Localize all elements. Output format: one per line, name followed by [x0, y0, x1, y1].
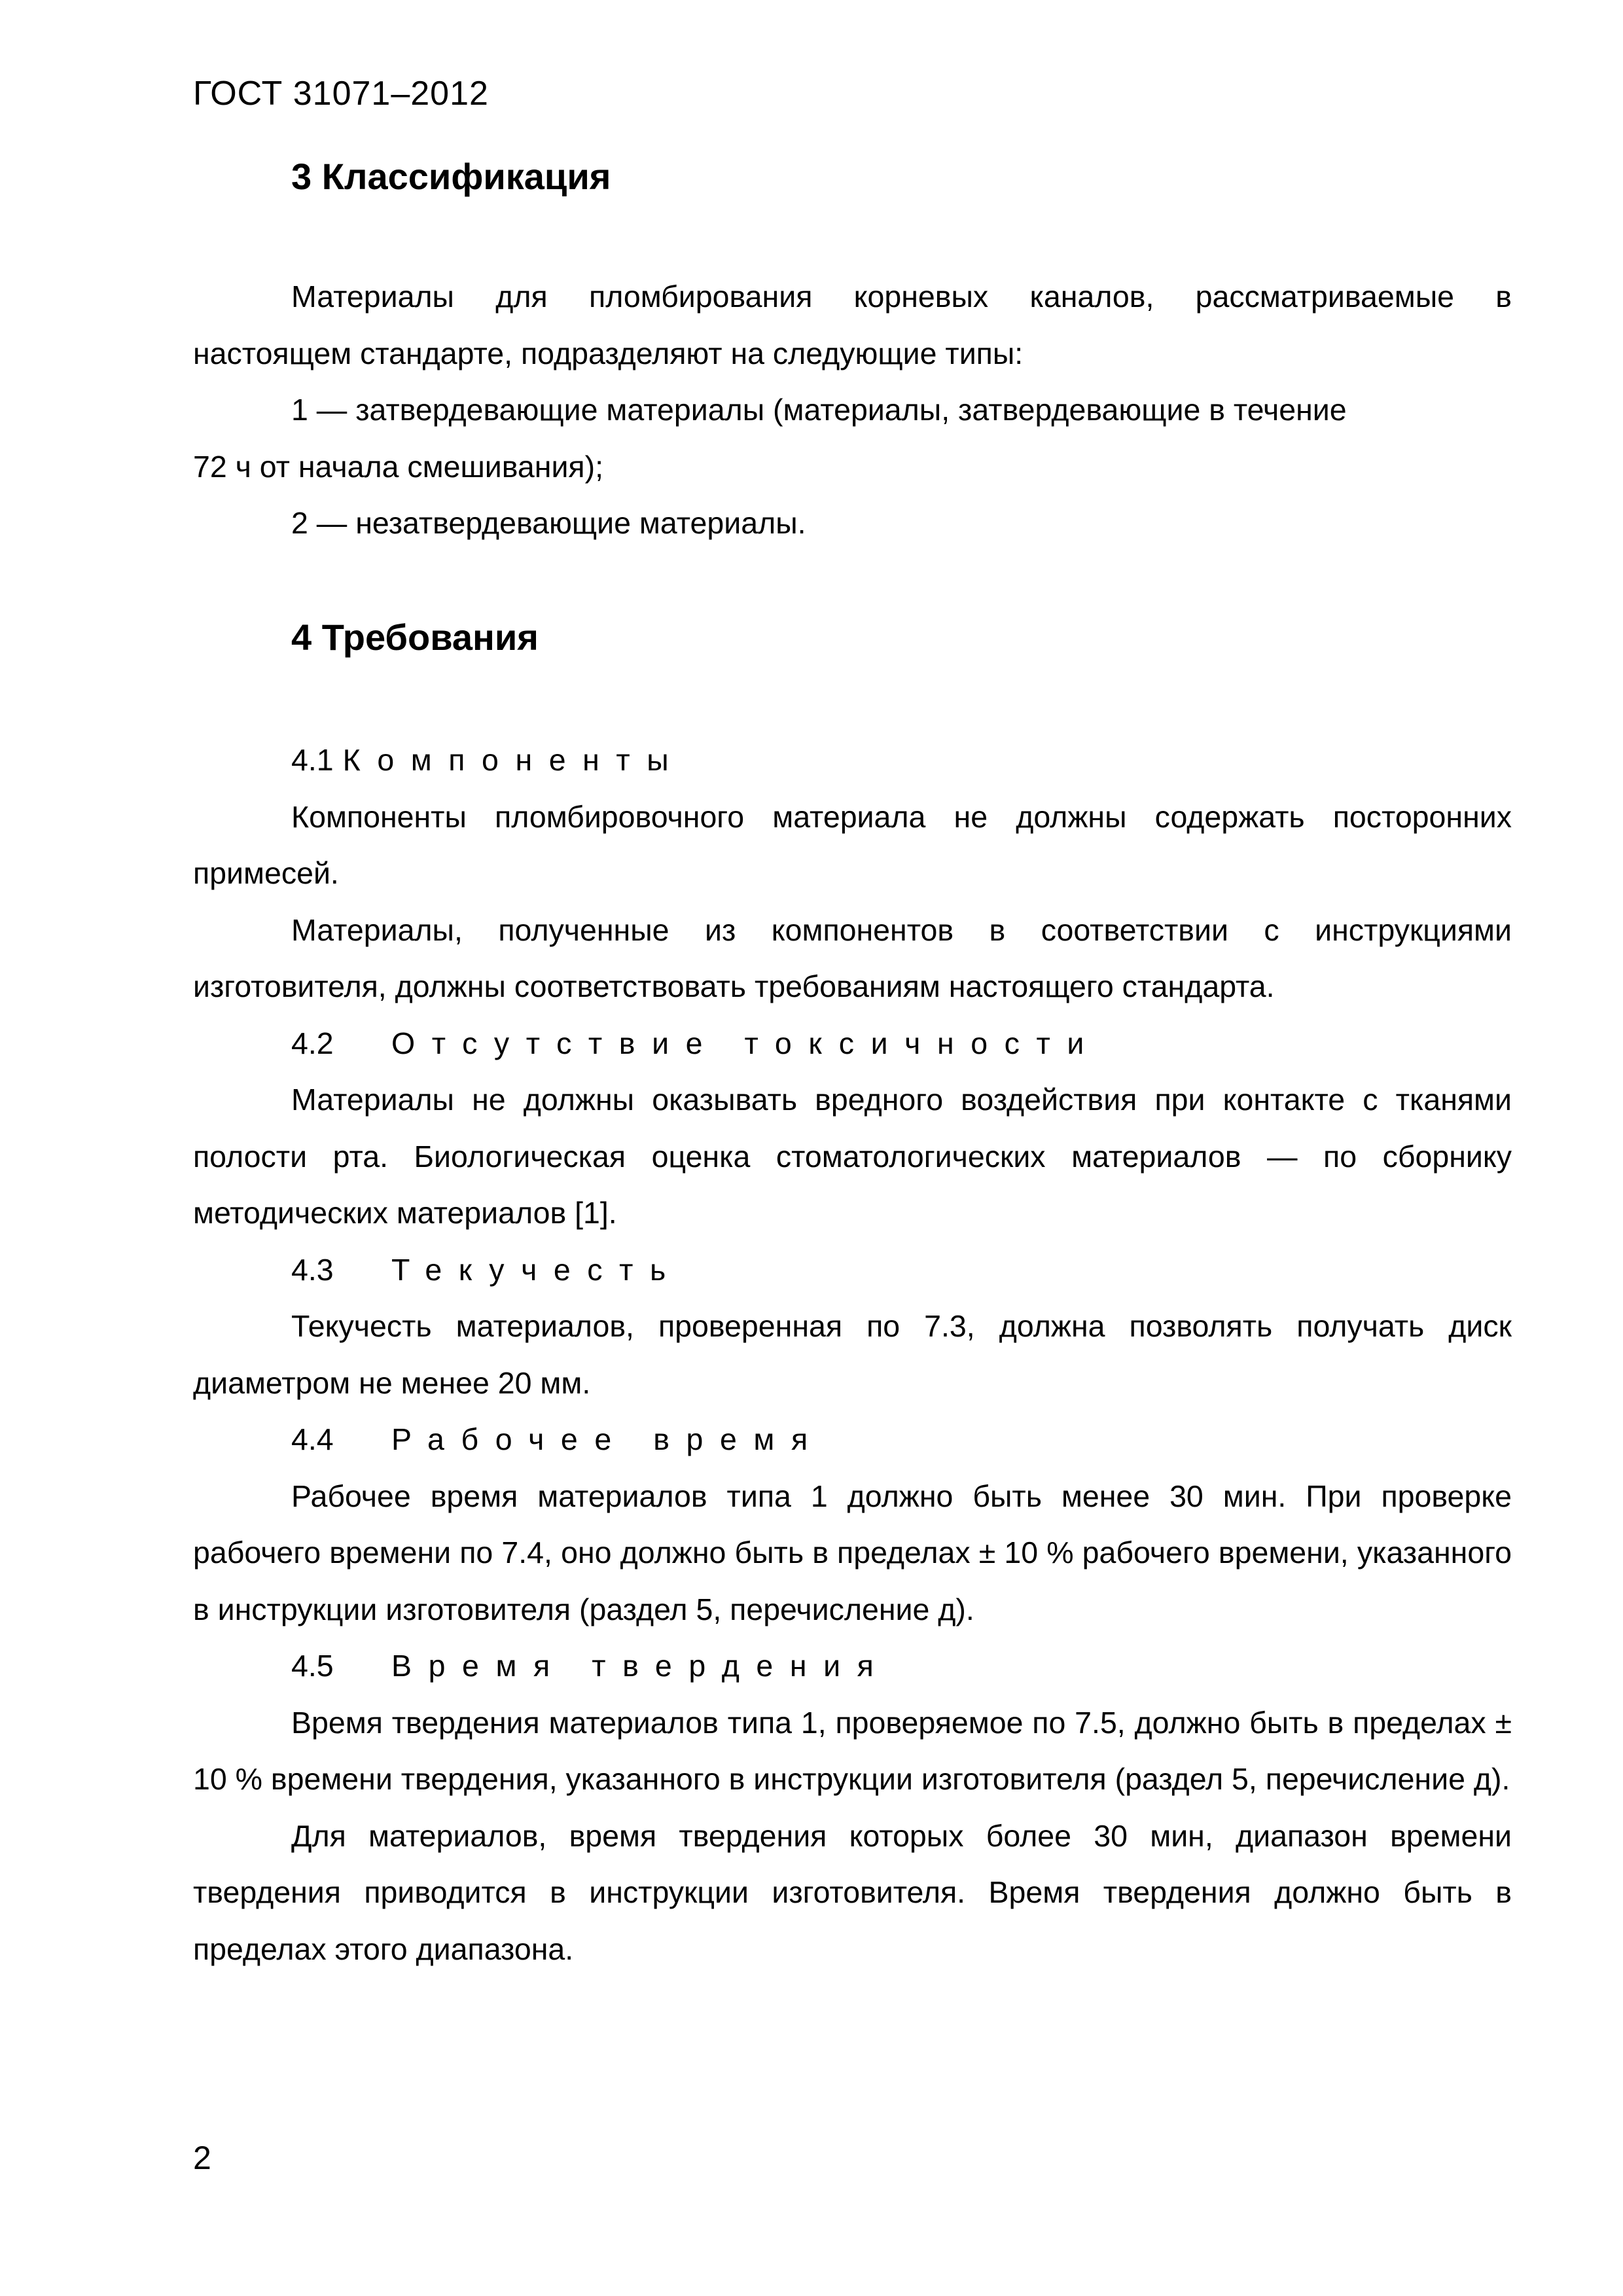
classification-item-1-line1: 1 — затвердевающие материалы (материалы, затвердевающие в течение — [291, 393, 1347, 427]
classification-item-1-line2: 72 ч от начала смешивания); — [193, 449, 604, 484]
subsection-number: 4.2 — [291, 1026, 334, 1060]
subsection-number: 4.4 — [291, 1422, 334, 1456]
classification-intro-line2: настоящем стандарте, подразделяют на следующие типы: — [193, 336, 1024, 370]
subsection-4-5-paragraph-1: Время твердения материалов типа 1, проверяемое по 7.5, должно быть в пределах ± 10 % времени твердения, указанного в инструкции изготовителя (раздел 5, перечисление д). — [193, 1705, 1512, 1796]
page-number: 2 — [193, 2140, 211, 2176]
section-4-heading: 4 Требования — [291, 617, 539, 658]
subsection-title: Компоненты — [342, 743, 686, 777]
subsection-4-3-heading — [193, 1242, 1512, 1299]
subsection-number: 4.5 — [291, 1649, 334, 1683]
classification-item-2: 2 — незатвердевающие материалы. — [291, 506, 806, 540]
subsection-4-5-paragraph-2: Для материалов, время твердения которых более 30 мин, диапазон времени твердения приводится в инструкции изготовителя. Время твердения должно быть в пределах этого диапазона. — [193, 1818, 1512, 1966]
subsection-number: 4.3 — [291, 1252, 334, 1287]
subsection-title: Текучесть — [391, 1252, 683, 1287]
subsection-4-2-heading — [193, 1015, 1512, 1072]
subsection-4-3-paragraph-1: Текучесть материалов, проверенная по 7.3, должна позволять получать диск диаметром не менее 20 мм. — [193, 1309, 1512, 1400]
subsection-4-1-heading — [193, 732, 1512, 789]
section-3-body — [193, 268, 1512, 552]
subsection-4-4-heading — [193, 1411, 1512, 1468]
section-4-body — [193, 732, 1512, 1977]
subsection-title: Время твердения — [391, 1649, 891, 1683]
subsection-title: Отсутствие токсичности — [391, 1026, 1101, 1060]
subsection-4-1-paragraph-1: Компоненты пломбировочного материала не должны содержать посторонних примесей. — [193, 799, 1512, 890]
section-3-heading: 3 Классификация — [291, 156, 611, 197]
subsection-4-1-paragraph-2: Материалы, полученные из компонентов в соответствии с инструкциями изготовителя, должны соответствовать требованиям настоящего стандарта. — [193, 912, 1512, 1003]
document-standard-id: ГОСТ 31071–2012 — [193, 75, 489, 113]
subsection-4-4-paragraph-1: Рабочее время материалов типа 1 должно быть менее 30 мин. При проверке рабочего времени по 7.4, оно должно быть в пределах ± 10 % рабочего времени, указанного в инструкции изготовителя (раздел 5, перечисление д). — [193, 1479, 1512, 1626]
subsection-title: Рабочее время — [391, 1422, 825, 1456]
subsection-4-5-heading — [193, 1638, 1512, 1695]
subsection-4-2-paragraph-1: Материалы не должны оказывать вредного воздействия при контакте с тканями полости рта. Биологическая оценка стоматологических материалов — по сборнику методических материалов [1]. — [193, 1083, 1512, 1230]
subsection-number: 4.1 — [291, 743, 334, 777]
classification-intro-line1: Материалы для пломбирования корневых каналов, рассматриваемые в — [291, 279, 1512, 314]
